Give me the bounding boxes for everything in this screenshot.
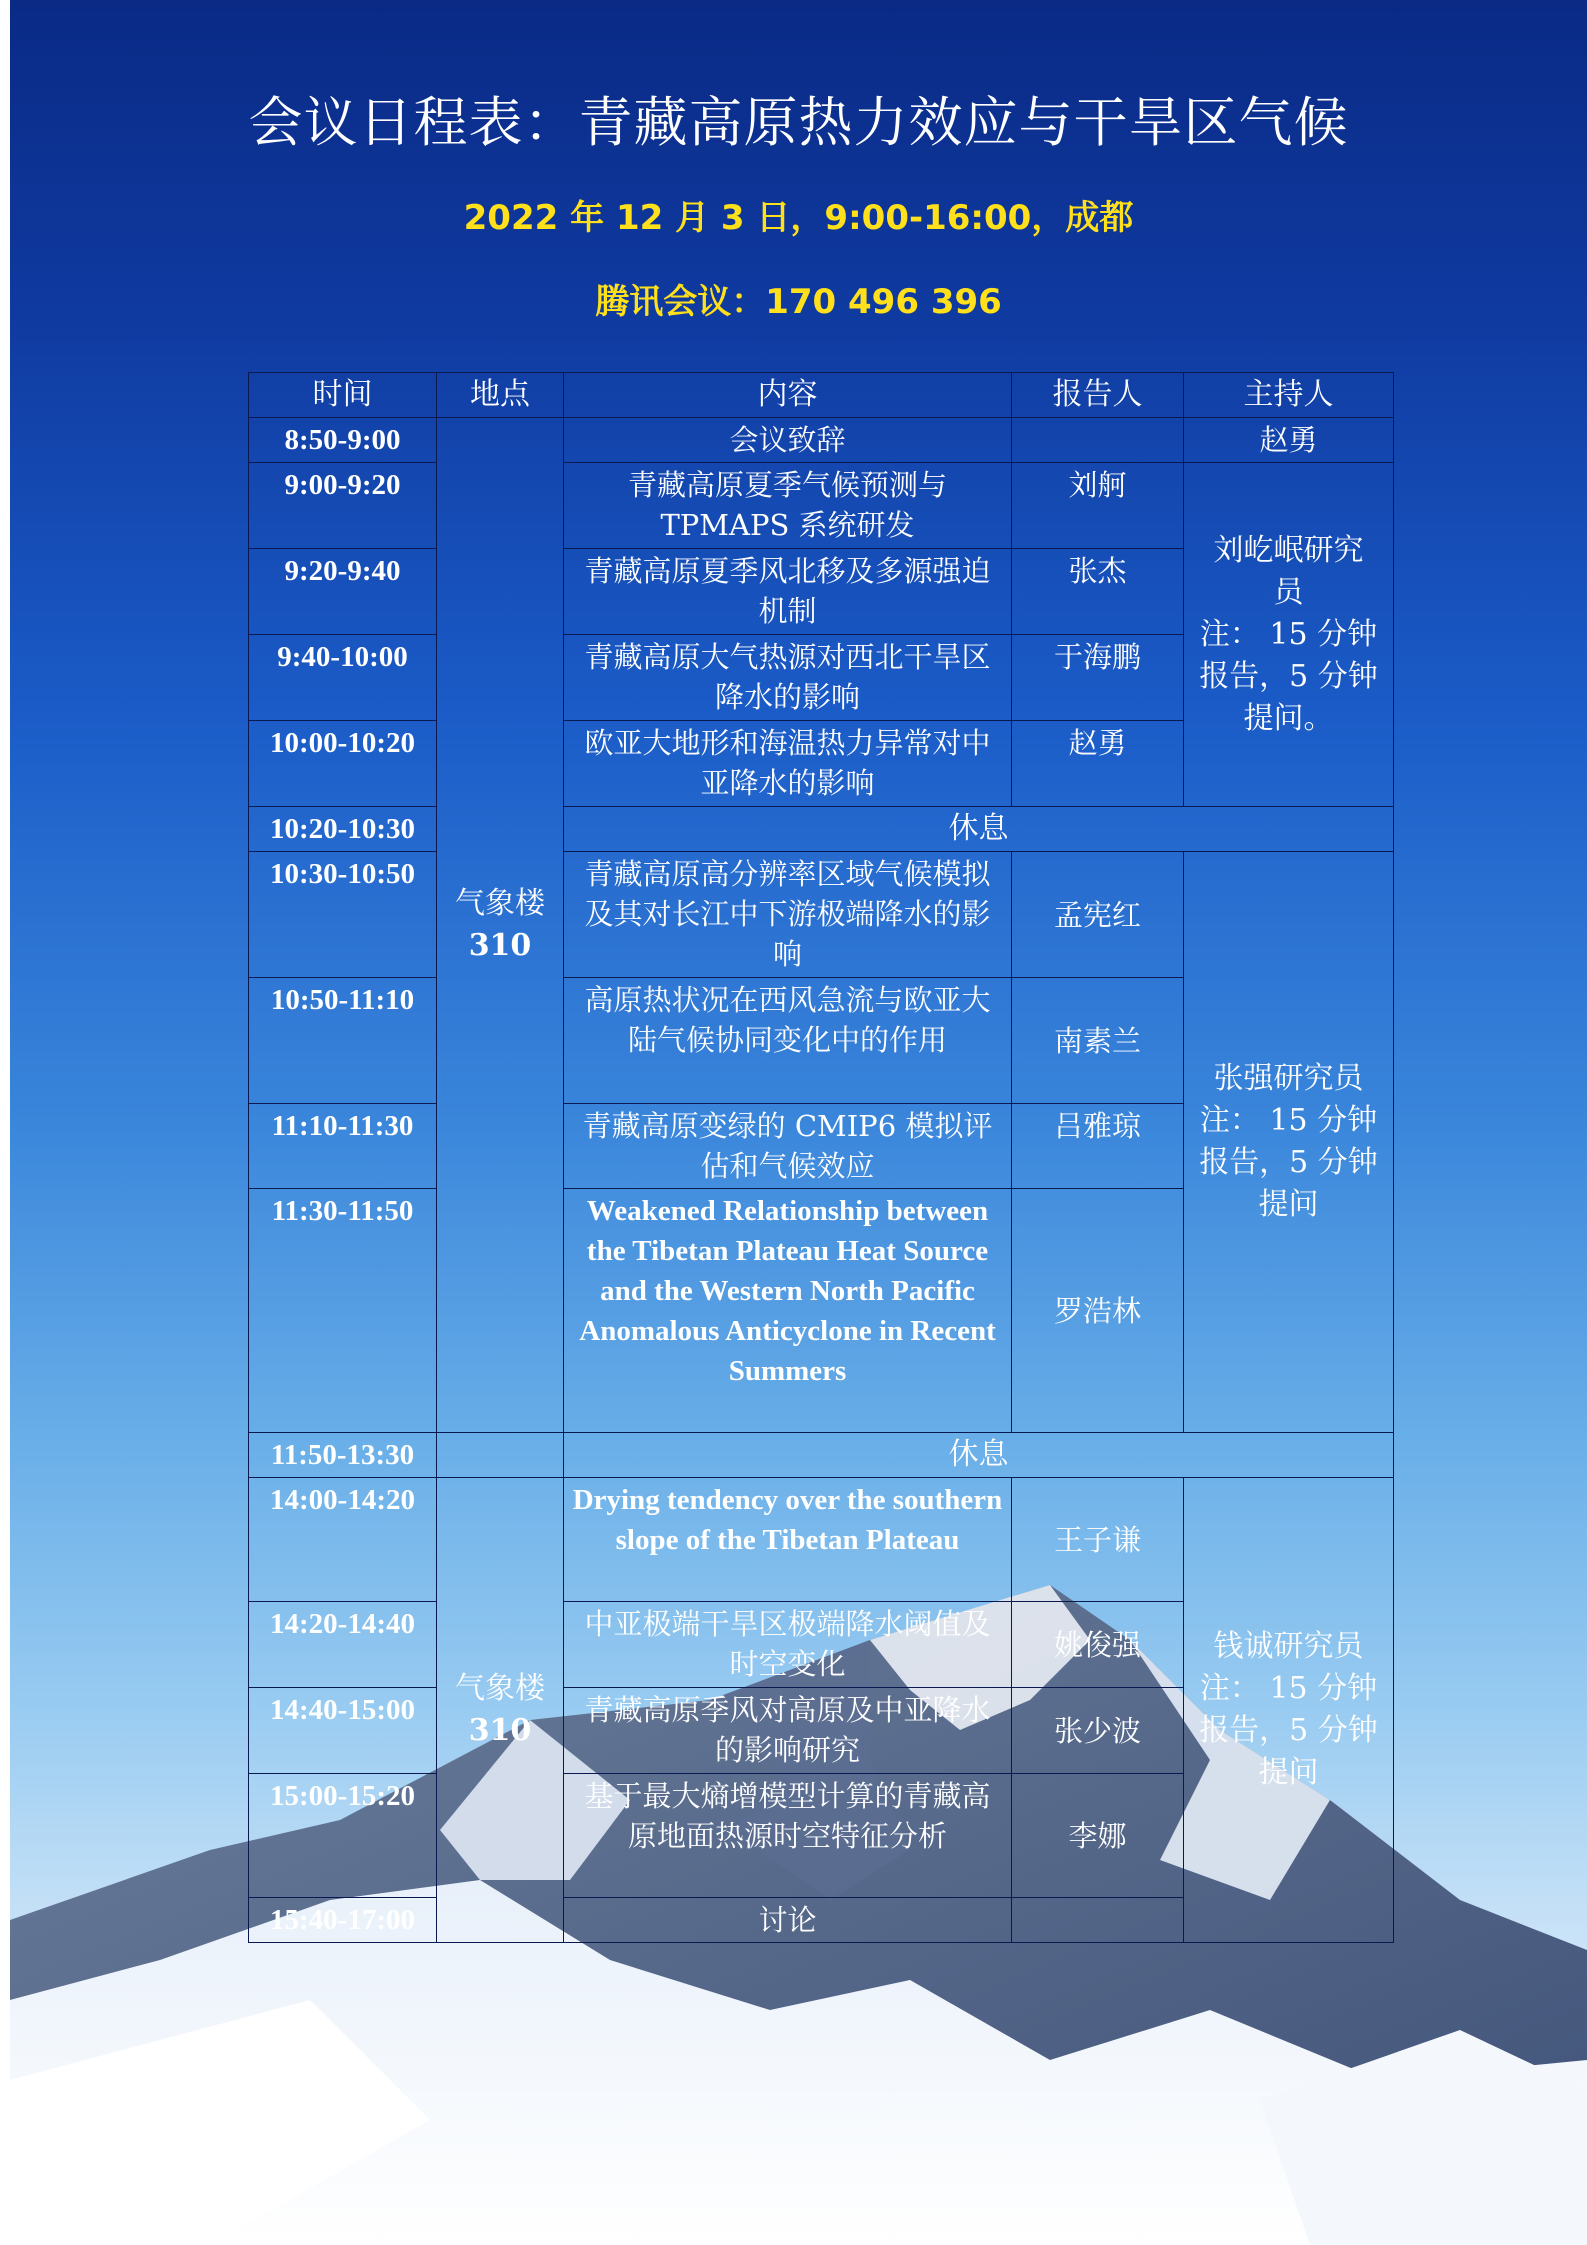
speaker-cell: 吕雅琼 xyxy=(1012,1104,1184,1189)
table-row xyxy=(249,852,1394,978)
page xyxy=(10,0,1587,2245)
speaker-cell: 张杰 xyxy=(1012,549,1184,635)
host-cell: 赵勇 xyxy=(1184,418,1394,463)
time-cell: 15:00-15:20 xyxy=(249,1774,437,1898)
location-cell xyxy=(437,1478,564,1943)
header-location: 地点 xyxy=(437,373,564,418)
time-cell: 14:40-15:00 xyxy=(249,1688,437,1774)
break-cell: 休息 xyxy=(564,807,1394,852)
break-cell: 休息 xyxy=(564,1433,1394,1478)
location-cell xyxy=(437,1433,564,1478)
location-room: 310 xyxy=(468,928,532,963)
speaker-cell: 南素兰 xyxy=(1012,978,1184,1104)
host-name: 张强研究员 xyxy=(1213,1061,1364,1096)
speaker-cell: 赵勇 xyxy=(1012,721,1184,807)
location-cell xyxy=(437,418,564,1433)
table-row xyxy=(249,1478,1394,1602)
page-title: 会议日程表：青藏高原热力效应与干旱区气候 xyxy=(248,91,1349,154)
time-cell: 11:50-13:30 xyxy=(249,1433,437,1478)
meeting-date-line: 2022 年 12 月 3 日，9:00-16:00，成都 xyxy=(463,198,1134,238)
location-name: 气象楼 xyxy=(455,886,545,921)
content-cell: Drying tendency over the southern slope of the Tibetan Plateau xyxy=(564,1478,1012,1602)
time-cell: 14:00-14:20 xyxy=(249,1478,437,1602)
speaker-cell: 于海鹏 xyxy=(1012,635,1184,721)
content-cell: 青藏高原变绿的 CMIP6 模拟评估和气候效应 xyxy=(564,1104,1012,1189)
content-cell: 基于最大熵增模型计算的青藏高原地面热源时空特征分析 xyxy=(564,1774,1012,1898)
header-host: 主持人 xyxy=(1184,373,1394,418)
table-row xyxy=(249,1433,1394,1478)
content-cell: 中亚极端干旱区极端降水阈值及时空变化 xyxy=(564,1602,1012,1688)
speaker-cell: 孟宪红 xyxy=(1012,852,1184,978)
content-cell: 讨论 xyxy=(564,1898,1012,1943)
location-room: 310 xyxy=(468,1713,532,1748)
header-speaker: 报告人 xyxy=(1012,373,1184,418)
host-cell xyxy=(1184,463,1394,807)
time-cell: 14:20-14:40 xyxy=(249,1602,437,1688)
time-cell: 9:40-10:00 xyxy=(249,635,437,721)
schedule-table xyxy=(248,372,1394,1943)
time-cell: 10:20-10:30 xyxy=(249,807,437,852)
speaker-cell: 张少波 xyxy=(1012,1688,1184,1774)
table-row xyxy=(249,418,1394,463)
time-cell: 10:50-11:10 xyxy=(249,978,437,1104)
speaker-cell xyxy=(1012,1898,1184,1943)
header-time: 时间 xyxy=(249,373,437,418)
speaker-cell: 刘舸 xyxy=(1012,463,1184,549)
speaker-cell: 李娜 xyxy=(1012,1774,1184,1898)
time-cell: 10:00-10:20 xyxy=(249,721,437,807)
time-cell: 8:50-9:00 xyxy=(249,418,437,463)
content-cell: 会议致辞 xyxy=(564,418,1012,463)
speaker-cell: 王子谦 xyxy=(1012,1478,1184,1602)
table-row xyxy=(249,463,1394,549)
host-cell xyxy=(1184,852,1394,1433)
speaker-cell xyxy=(1012,418,1184,463)
content-cell: 青藏高原高分辨率区域气候模拟及其对长江中下游极端降水的影响 xyxy=(564,852,1012,978)
host-note: 注： 15 分钟报告，5 分钟提问 xyxy=(1199,1103,1378,1222)
content-cell: 高原热状况在西风急流与欧亚大陆气候协同变化中的作用 xyxy=(564,978,1012,1104)
table-row xyxy=(249,807,1394,852)
time-cell: 10:30-10:50 xyxy=(249,852,437,978)
tencent-meeting-id: 腾讯会议：170 496 396 xyxy=(595,282,1002,322)
host-note: 注： 15 分钟报告，5 分钟提问 xyxy=(1199,1671,1378,1790)
table-header-row xyxy=(249,373,1394,418)
host-name-cont: 员 xyxy=(1273,574,1304,610)
speaker-cell: 姚俊强 xyxy=(1012,1602,1184,1688)
time-cell: 9:00-9:20 xyxy=(249,463,437,549)
host-cell xyxy=(1184,1478,1394,1943)
time-cell: 15:40-17:00 xyxy=(249,1898,437,1943)
host-name: 刘屹岷研究 xyxy=(1213,532,1364,568)
speaker-cell: 罗浩林 xyxy=(1012,1189,1184,1433)
content-cell: 青藏高原夏季气候预测与TPMAPS 系统研发 xyxy=(564,463,1012,549)
location-name: 气象楼 xyxy=(455,1671,545,1706)
host-note: 注： 15 分钟报告，5 分钟提问。 xyxy=(1199,616,1378,736)
time-cell: 11:30-11:50 xyxy=(249,1189,437,1433)
host-name: 钱诚研究员 xyxy=(1213,1629,1364,1664)
time-cell: 9:20-9:40 xyxy=(249,549,437,635)
content-cell: Weakened Relationship between the Tibetan Plateau Heat Source and the Western North Pacific Anomalous Anticyclone in Recent Summers xyxy=(564,1189,1012,1433)
content-cell: 青藏高原季风对高原及中亚降水的影响研究 xyxy=(564,1688,1012,1774)
content-cell: 欧亚大地形和海温热力异常对中亚降水的影响 xyxy=(564,721,1012,807)
content-cell: 青藏高原夏季风北移及多源强迫机制 xyxy=(564,549,1012,635)
time-cell: 11:10-11:30 xyxy=(249,1104,437,1189)
header-content: 内容 xyxy=(564,373,1012,418)
content-cell: 青藏高原大气热源对西北干旱区降水的影响 xyxy=(564,635,1012,721)
